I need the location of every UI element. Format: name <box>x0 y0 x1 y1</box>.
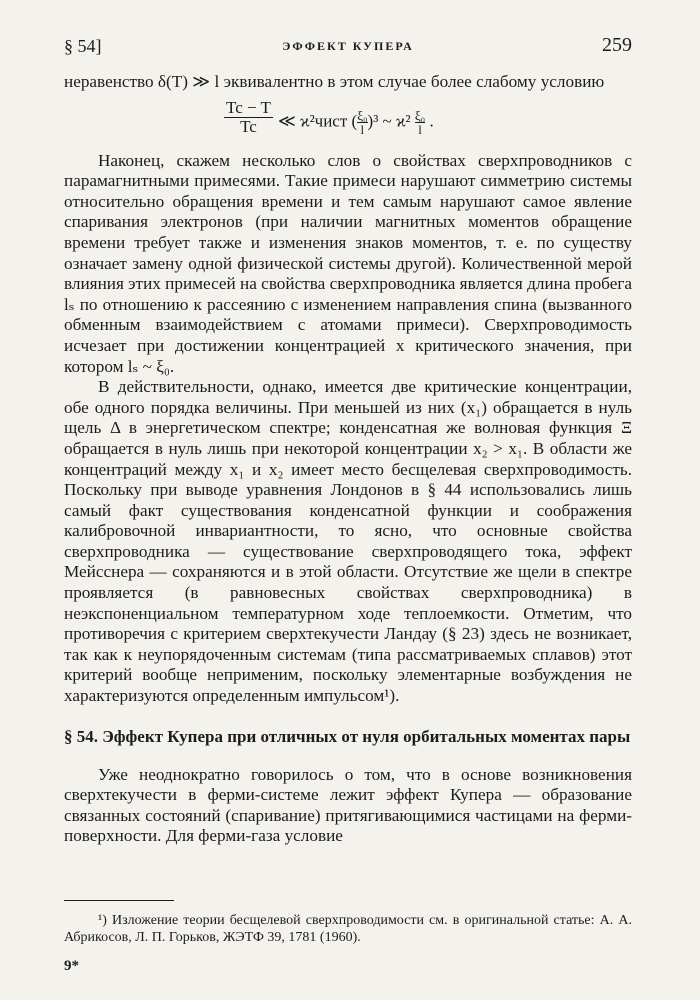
paragraph-cooper: Уже неоднократно говорилось о том, что в основе возникновения сверхтекучести в ферми-системе лежит эффект Купера — образование связанных состояний (спаривание) притягивающимися частицами на ферми-поверхности. Для ферми-газа условие <box>64 764 632 846</box>
section-heading: § 54. Эффект Купера при отличных от нуля орбитальных моментах пары <box>64 726 631 746</box>
fraction-numerator: Tc − T <box>226 97 271 117</box>
page-body <box>64 72 632 847</box>
running-header <box>64 34 632 58</box>
paragraph-gapless: В действительности, однако, имеется две критические концентрации, обе одного порядка величины. При меньшей из них (x₁) обращается в нуль щель Δ в энергетическом спектре; конденсатная же волновая функция Ξ обращается в нуль лишь при некоторой концентрации x₂ > x₁. В области же концентраций между x₁ и x₂ имеет место бесщелевая сверхпроводимость. Поскольку при выводе уравнения Лондонов в § 44 использовались лишь самый факт существования конденсатной функции и соображения калибровочной инвариантности, то ясно, что основные свойства сверхпроводника — существование сверхпроводящего тока, эффект Мейсснера — сохраняются и в этой области. Отсутствие же щели в спектре проявляется (в равновесных свойствах сверхпроводника) в неэкспоненциальном температурном ходе теплоемкости. Отметим, что противоречия с критерием сверхтекучести Ландау (§ 23) здесь не возникает, так как к неупорядоченным системам (типа рассматриваемых сплавов) этот критерий вообще неприменим, поскольку элементарные возбуждения не характеризуются определенным импульсом¹). <box>64 377 632 706</box>
section-ref: § 54] <box>64 36 102 56</box>
xi-numerator-2: ξ₀ <box>414 107 426 123</box>
signature-mark: 9* <box>64 958 79 974</box>
formula-rest <box>278 109 434 136</box>
temperature-fraction <box>224 99 273 136</box>
fraction-denominator: Tc <box>240 116 257 136</box>
formula-part-c: . <box>429 111 434 130</box>
footnote-rule <box>64 900 174 901</box>
xi-numerator: ξ₀ <box>357 107 368 123</box>
footnote: ¹) Изложение теории бесщелевой сверхпроводимости см. в оригинальной статье: А. А. Абрикосов, Л. П. Горьков, ЖЭТФ 39, 1781 (1960). <box>64 913 632 945</box>
xi-fraction-1 <box>357 109 367 136</box>
intro-text: неравенство δ(T) ≫ l эквивалентно в этом случае более слабому условию <box>64 72 605 91</box>
running-title: ЭФФЕКТ КУПЕРА <box>282 39 414 53</box>
formula-part-b: )³ ~ ϰ² <box>367 111 411 130</box>
page-number: 259 <box>602 34 632 56</box>
xi-denominator-2: l <box>418 121 422 137</box>
xi-fraction-2 <box>415 109 425 136</box>
xi-denominator: l <box>360 121 365 137</box>
inequality-formula <box>64 93 632 151</box>
formula-part-a: ≪ ϰ²чист ( <box>278 111 358 130</box>
paragraph-paramagnetic: Наконец, скажем несколько слов о свойствах сверхпроводников с парамагнитными примесями. Такие примеси нарушают симметрию системы относительно обращения времени и тем самым нарушают самое явление спаривания электронов (при наличии магнитных моментов обращение времени требует также и изменения знаков моментов, т. е. по существу означает замену одной физической системы другой). Количественной мерой влияния этих примесей на свойства сверхпроводника является длина пробега lₛ по отношению к рассеянию с изменением направления спина (вызванного обменным взаимодействием с атомами примеси). Сверхпроводимость исчезает при достижении концентрацией x критического значения, при котором lₛ ~ ξ₀. <box>64 150 632 376</box>
